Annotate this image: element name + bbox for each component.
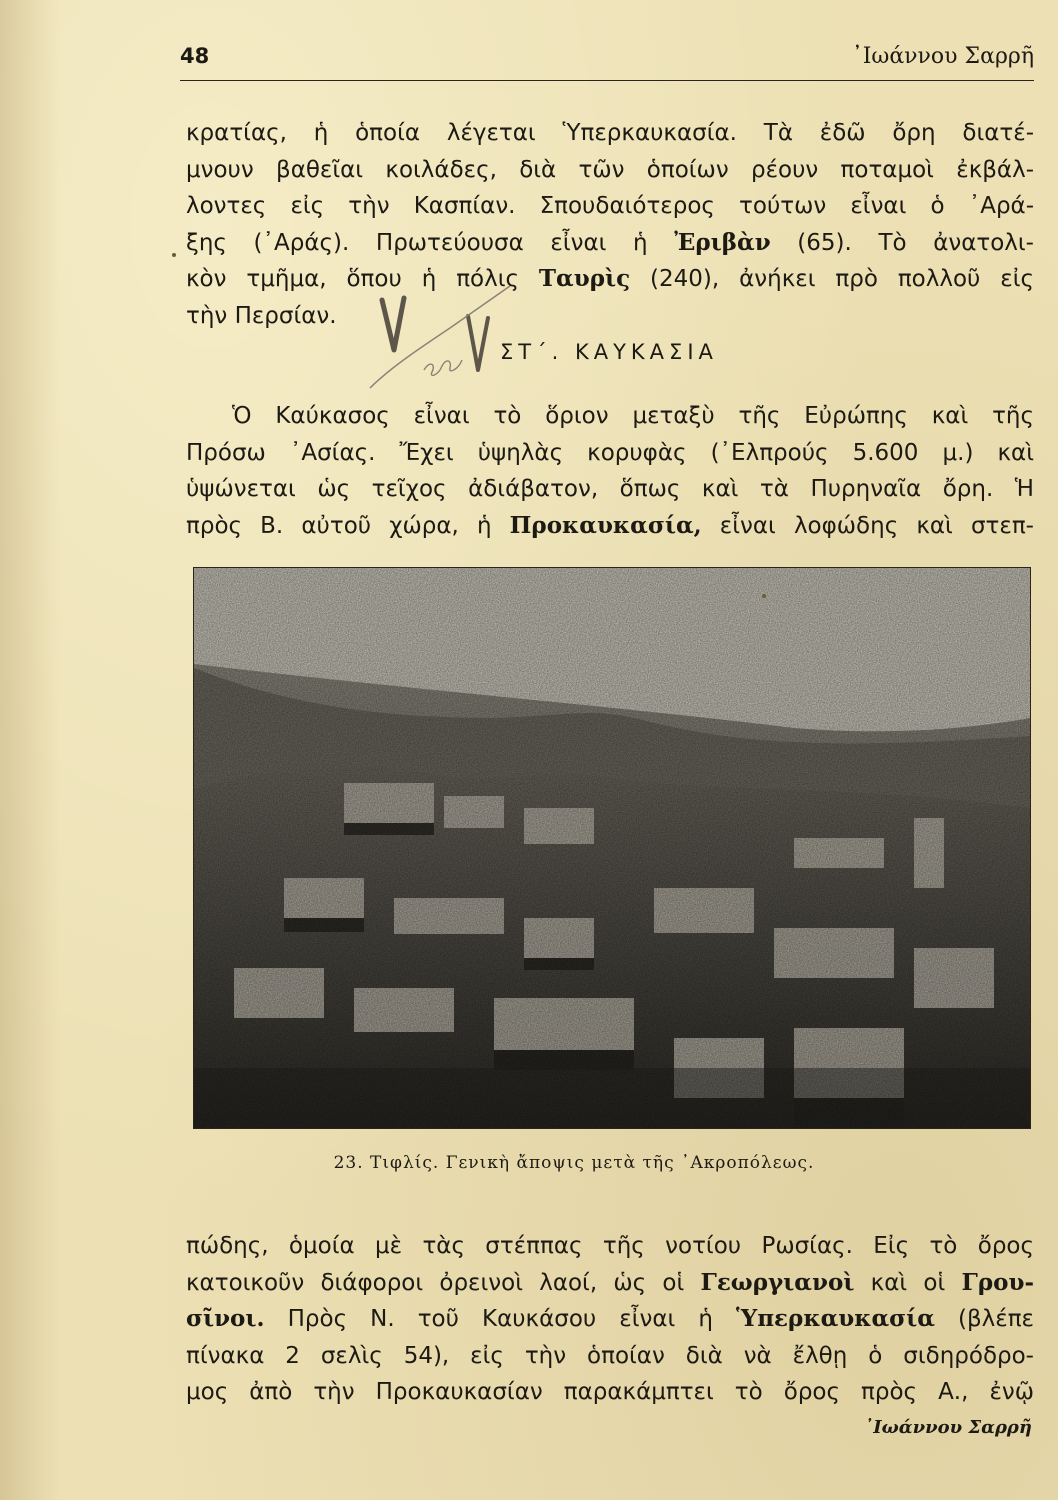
publisher-signature: ᾿Ιωάννου Σαρρῆ	[864, 1417, 1032, 1438]
text-line	[186, 471, 1034, 508]
text-run: κατοικοῦν διάφοροι ὀρεινοὶ λαοί, ὡς οἱ	[186, 1269, 701, 1296]
ink-speck	[172, 253, 176, 257]
text-run: πίνακα 2 σελὶς 54), εἰς τὴν ὁποίαν διὰ νὰ ἔλθῃ ὁ σιδηρόδρο-	[186, 1342, 1034, 1369]
bold-term: Ἐριβὰν	[674, 228, 771, 256]
tiflis-photograph	[193, 567, 1031, 1129]
text-run: Πρόσω ᾿Ασίας. Ἔχει ὑψηλὰς κορυφὰς (᾿Ελπρούς 5.600 μ.) καὶ	[186, 439, 1034, 466]
header-rule	[180, 80, 1034, 81]
text-line	[186, 152, 1034, 189]
bold-term: Γεωργιανοὶ	[700, 1268, 855, 1296]
bold-term: σῖνοι.	[186, 1305, 265, 1332]
page-edge-shadow	[0, 0, 60, 1500]
bold-term: Προκαυκασία,	[509, 511, 702, 539]
text-line	[186, 188, 1034, 225]
text-line	[186, 1301, 1034, 1338]
text-run: κρατίας, ἡ ὁποία λέγεται Ὑπερκαυκασία. Τὰ ἐδῶ ὄρη διατέ-	[186, 120, 1034, 146]
paragraph-3	[186, 1228, 1034, 1411]
page-number: 48	[180, 44, 210, 68]
text-run: Ὁ Καύκασος εἶναι τὸ ὅριον μεταξὺ τῆς Εὐρώπης καὶ τῆς	[232, 403, 1034, 429]
text-line	[186, 1338, 1034, 1375]
text-run: (65). Τὸ ἀνατολι-	[770, 229, 1034, 256]
text-run: λοντες εἰς τὴν Κασπίαν. Σπουδαιότερος τούτων εἶναι ὁ ᾿Αρά-	[186, 193, 1034, 219]
text-run: (240), ἀνήκει πρὸ πολλοῦ εἰς	[630, 266, 1034, 292]
text-line	[186, 435, 1034, 472]
text-run: καὶ οἱ	[854, 1269, 962, 1296]
text-run: πρὸς Β. αὐτοῦ χώρα, ἡ	[186, 512, 510, 539]
text-run: κὸν τμῆμα, ὅπου ἡ πόλις	[186, 266, 539, 292]
text-run: ὑψώνεται ὡς τεῖχος ἀδιάβατον, ὅπως καὶ τὰ Πυρηναῖα ὄρη. Ἡ	[186, 476, 1034, 502]
text-line	[186, 398, 1034, 435]
paragraph-1	[186, 115, 1034, 334]
text-line	[186, 1374, 1034, 1411]
text-run: τὴν Περσίαν.	[186, 302, 337, 329]
text-line	[186, 1228, 1034, 1265]
bold-term: Ὑπερκαυκασία	[736, 1305, 935, 1332]
text-run: πώδης, ὁμοία μὲ τὰς στέππας τῆς νοτίου Ρωσίας. Εἰς τὸ ὄρος	[186, 1233, 1034, 1259]
running-title: ᾿Ιωάννου Σαρρῆ	[851, 44, 1034, 69]
bold-term: Γρου-	[961, 1268, 1034, 1296]
text-line	[186, 115, 1034, 152]
text-line	[186, 1265, 1034, 1302]
text-run: (βλέπε	[934, 1306, 1034, 1332]
text-run: εἶναι λοφώδης καὶ στεπ-	[701, 512, 1034, 539]
ink-speck	[762, 594, 766, 598]
figure-caption: 23. Τιφλίς. Γενικὴ ἄποψις μετὰ τῆς ᾿Ακροπόλεως.	[333, 1153, 815, 1173]
text-line	[186, 225, 1034, 262]
bold-term: Ταυρὶς	[538, 265, 631, 292]
text-line	[186, 508, 1034, 545]
text-run: Πρὸς Ν. τοῦ Καυκάσου εἶναι ἡ	[264, 1306, 737, 1332]
section-heading: ΣΤ΄. ΚΑΥΚΑΣΙΑ	[500, 340, 718, 364]
text-line	[186, 261, 1034, 298]
text-line	[186, 298, 1034, 335]
paragraph-2	[186, 398, 1034, 544]
text-run: ξης (᾿Αράς). Πρωτεύουσα εἶναι ἡ	[186, 229, 675, 256]
text-run: μνουν βαθεῖαι κοιλάδες, διὰ τῶν ὁποίων ρέουν ποταμοὶ ἐκβάλ-	[186, 156, 1034, 183]
pencil-annotation	[360, 278, 530, 398]
text-run: μος ἀπὸ τὴν Προκαυκασίαν παρακάμπτει τὸ ὄρος πρὸς Α., ἐνῷ	[186, 1379, 1034, 1405]
